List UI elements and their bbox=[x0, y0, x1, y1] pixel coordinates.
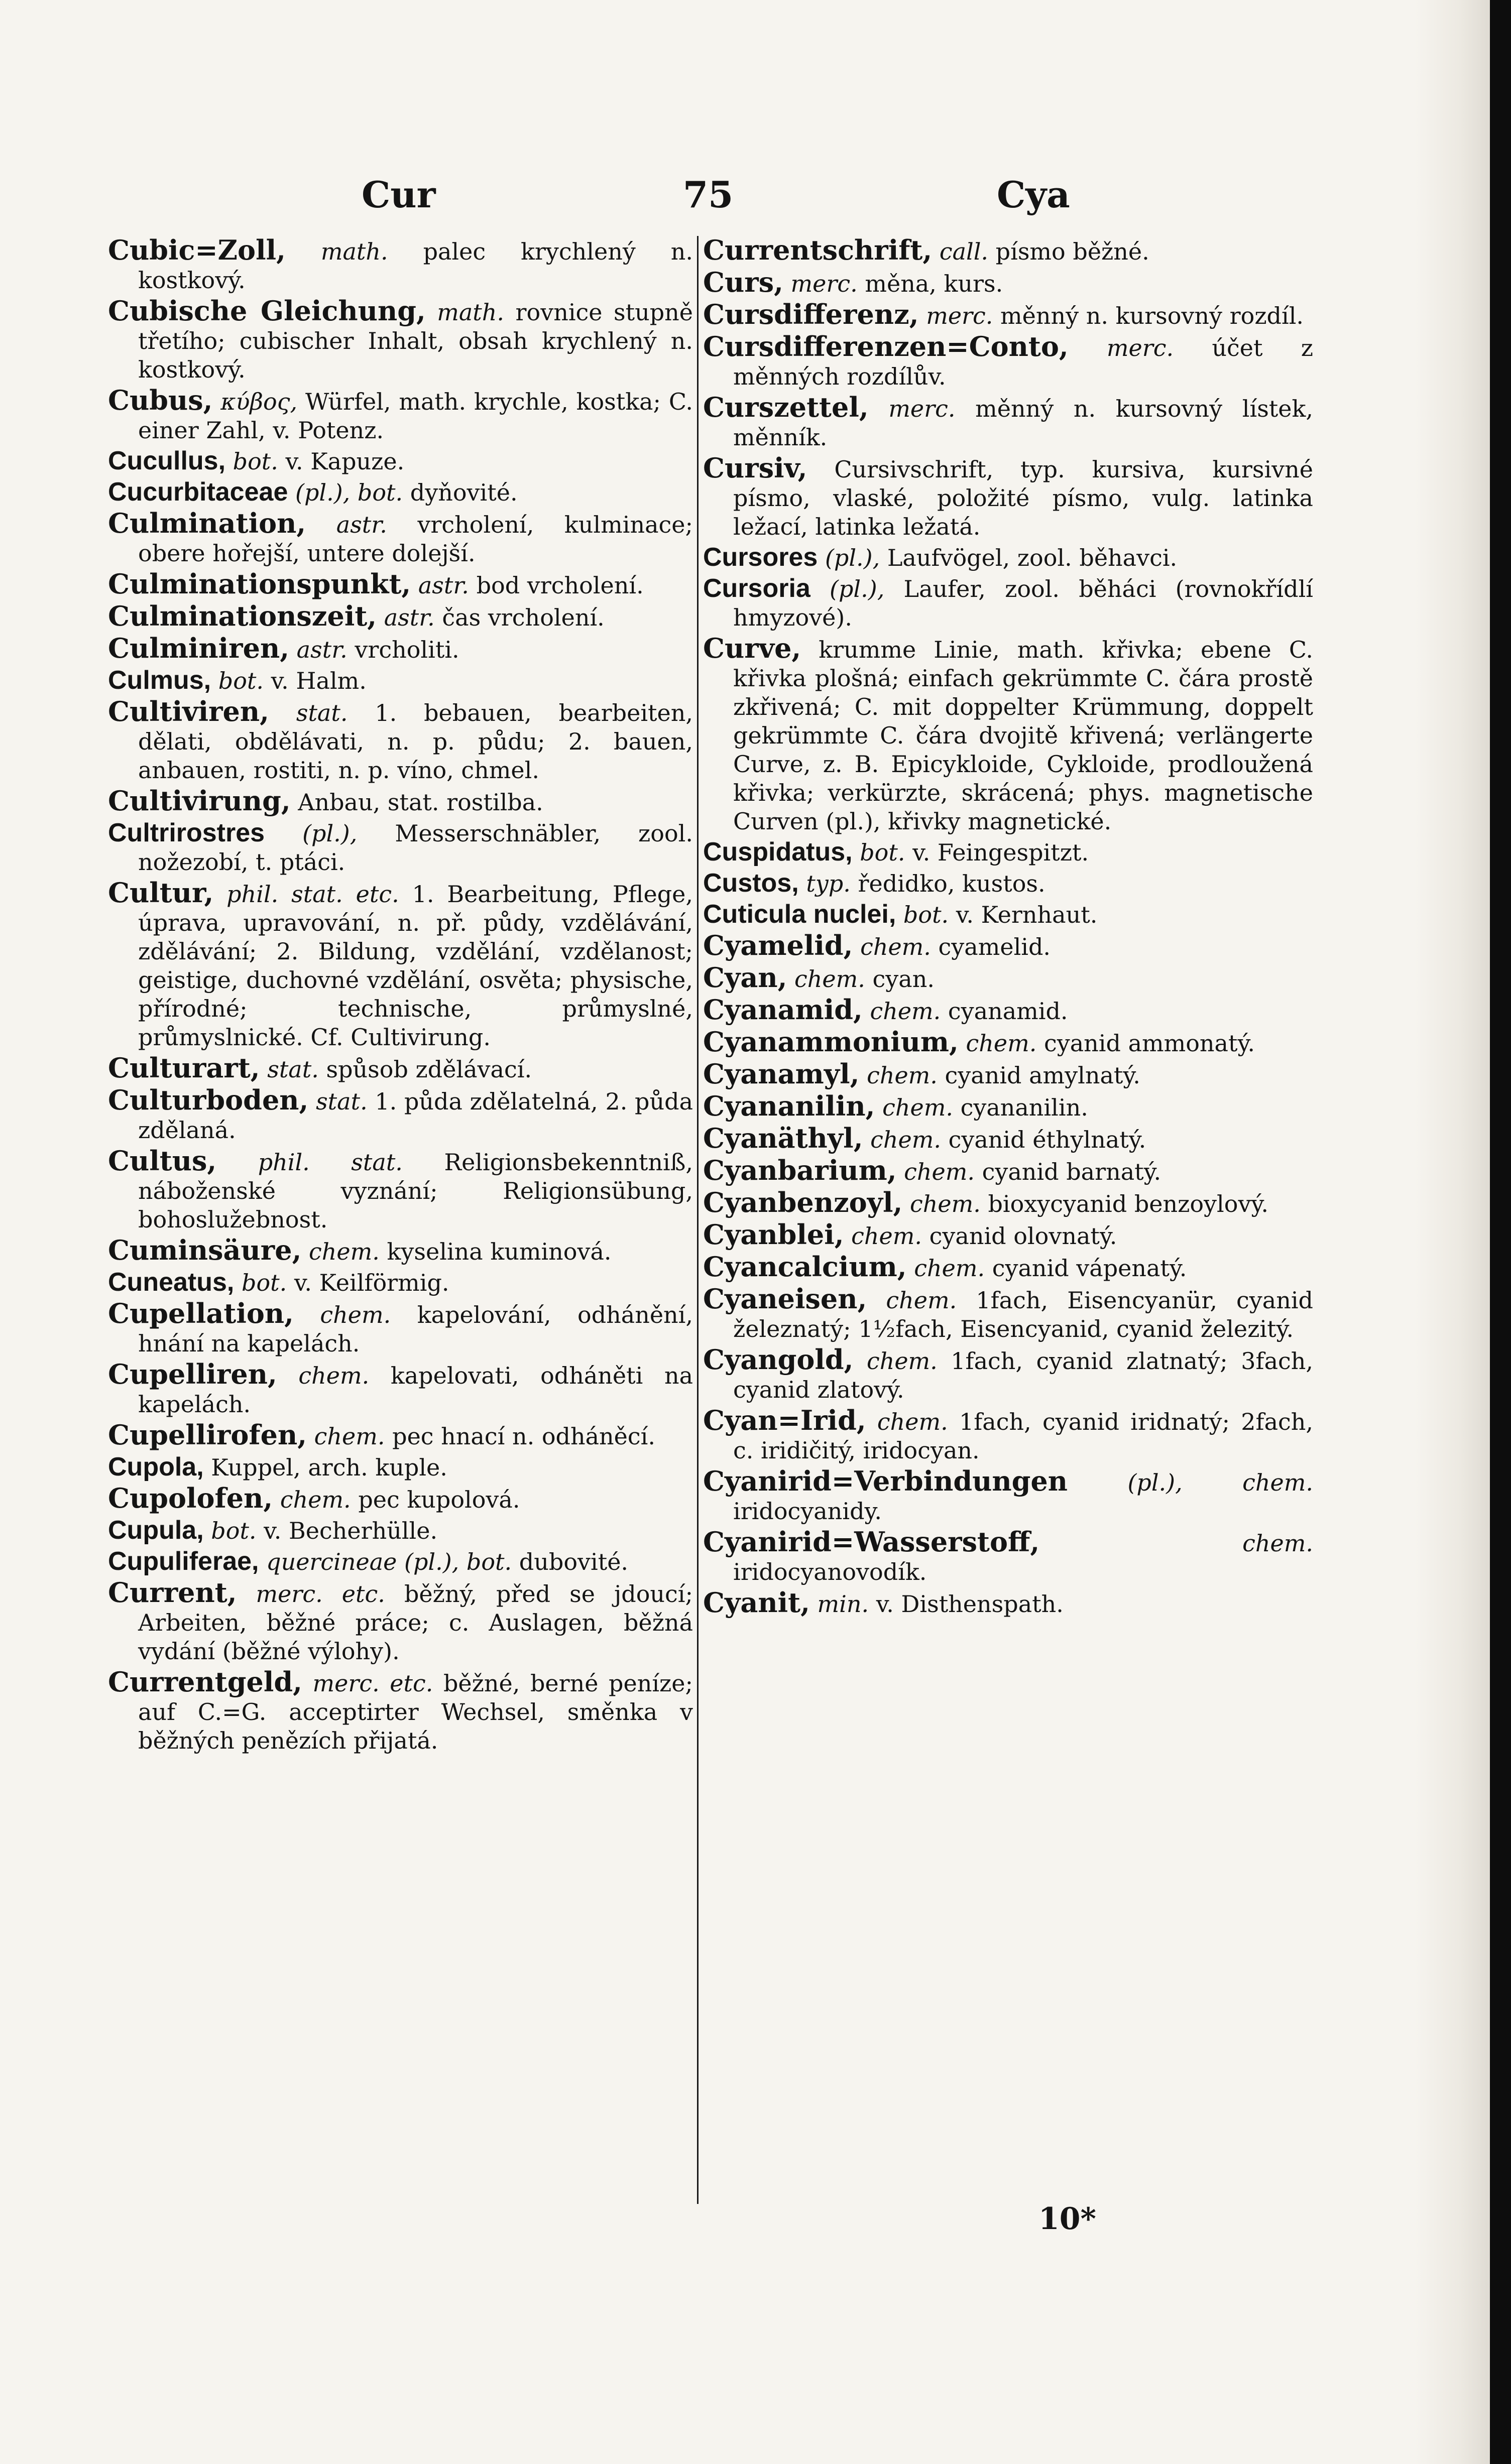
entry-definition: běžné, berné peníze; auf C.=G. acceptirter Wechsel, směnka v běžných penězích přijatá. bbox=[138, 1670, 693, 1754]
entry-definition: spůsob zdělávací. bbox=[326, 1056, 532, 1083]
entry-headword: Cuspidatus, bbox=[703, 837, 853, 867]
entry-definition: měnný n. kursovný rozdíl. bbox=[1000, 302, 1304, 329]
entry-label: chem. bbox=[1242, 1530, 1313, 1557]
dictionary-entry bbox=[703, 838, 1313, 867]
left-column bbox=[108, 236, 693, 2415]
dictionary-entry bbox=[108, 1516, 693, 1545]
dictionary-entry bbox=[703, 574, 1313, 632]
dictionary-entry bbox=[703, 869, 1313, 898]
entry-definition: dubovité. bbox=[519, 1548, 629, 1575]
entry-label: chem. bbox=[877, 1408, 948, 1435]
entry-definition: v. Halm. bbox=[271, 667, 367, 694]
entry-headword: Cubic=Zoll, bbox=[108, 234, 286, 266]
entry-headword: Cyangold, bbox=[703, 1343, 854, 1376]
entry-label: (pl.), bbox=[830, 575, 885, 602]
entry-headword: Currentgeld, bbox=[108, 1666, 302, 1698]
entry-label: quercineae (pl.), bot. bbox=[266, 1548, 512, 1575]
entry-definition: palec krychlený n. kostkový. bbox=[138, 238, 693, 294]
entry-headword: Culmus, bbox=[108, 666, 211, 695]
entry-definition: vrcholiti. bbox=[355, 636, 459, 663]
entry-label: astr. bbox=[336, 511, 387, 538]
dictionary-entry bbox=[703, 963, 1313, 994]
entry-headword: Cyan=Irid, bbox=[703, 1404, 866, 1436]
entry-headword: Culturboden, bbox=[108, 1084, 309, 1116]
entry-definition: 1fach, Eisencyanür, cyanid železnatý; 1½fach, Eisencyanid, cyanid železitý. bbox=[733, 1287, 1313, 1342]
dictionary-entry bbox=[108, 697, 693, 785]
dictionary-entry bbox=[703, 996, 1313, 1026]
dictionary-entry bbox=[703, 1124, 1313, 1154]
entry-label: chem. bbox=[851, 1222, 922, 1250]
column-divider bbox=[697, 236, 699, 2204]
entry-headword: Culminiren, bbox=[108, 632, 290, 664]
entry-headword: Current, bbox=[108, 1576, 237, 1609]
dictionary-entry bbox=[108, 1453, 693, 1482]
dictionary-entry bbox=[108, 1236, 693, 1266]
entry-headword: Cuminsäure, bbox=[108, 1234, 302, 1266]
entry-label: chem. bbox=[914, 1255, 985, 1282]
entry-definition: Religionsbekenntniß, náboženské vyznání; Religionsübung, bohoslužebnost. bbox=[138, 1149, 693, 1233]
entry-definition: 1fach, cyanid iridnatý; 2fach, c. iridičitý, iridocyan. bbox=[733, 1408, 1314, 1464]
entry-definition: bod vrcholení. bbox=[476, 572, 644, 599]
entry-definition: cyan. bbox=[872, 965, 935, 993]
entry-headword: Cursdifferenz, bbox=[703, 298, 919, 330]
entry-definition: 1fach, cyanid zlatnatý; 3fach, cyanid zlatový. bbox=[733, 1347, 1313, 1403]
entry-definition: cyanid ammonatý. bbox=[1043, 1030, 1255, 1057]
entry-label: math. bbox=[320, 238, 388, 265]
entry-headword: Cupelliren, bbox=[108, 1358, 277, 1390]
entry-label: chem. bbox=[298, 1362, 370, 1389]
entry-label: astr. bbox=[296, 636, 347, 663]
entry-definition: účet z měnných rozdílův. bbox=[733, 334, 1313, 390]
entry-headword: Culminationspunkt, bbox=[108, 568, 411, 600]
dictionary-entry bbox=[108, 1054, 693, 1084]
entry-label: typ. bbox=[806, 870, 851, 897]
entry-label: chem. bbox=[860, 933, 931, 960]
entry-label: bot. bbox=[860, 839, 905, 866]
entry-definition: iridocyanidy. bbox=[733, 1498, 882, 1525]
entry-label: κύβος, bbox=[220, 388, 298, 415]
entry-definition: pec hnací n. odháněcí. bbox=[392, 1423, 655, 1450]
entry-definition: Kuppel, arch. kuple. bbox=[211, 1454, 447, 1481]
entry-headword: Cyanblei, bbox=[703, 1218, 844, 1251]
dictionary-entry bbox=[108, 478, 693, 507]
dictionary-entry bbox=[703, 900, 1313, 929]
entry-definition: 1. Bearbeitung, Pflege, úprava, upravování, n. př. půdy, vzdělávání, zdělávání; 2. Bildung, vzdělání, vzdělanost; geistige, duchovné vzdělání, osvěta; physische, přírodné; technische, průmyslné, průmyslnické. Cf. Cultivirung. bbox=[138, 881, 693, 1051]
running-head-left: Cur bbox=[362, 173, 436, 216]
running-head-right: Cya bbox=[997, 173, 1070, 216]
entry-definition: bioxycyanid benzoylový. bbox=[988, 1190, 1268, 1217]
entry-label: bot. bbox=[242, 1269, 287, 1296]
scan-dark-edge bbox=[1490, 0, 1511, 2464]
entry-definition: v. Kernhaut. bbox=[956, 901, 1098, 928]
entry-label: (pl.), chem. bbox=[1127, 1469, 1313, 1496]
entry-label: chem. bbox=[882, 1094, 953, 1121]
entry-headword: Cubus, bbox=[108, 384, 213, 416]
entry-definition: Messerschnäbler, zool. nožezobí, t. ptáci. bbox=[138, 820, 693, 876]
dictionary-entry bbox=[703, 543, 1313, 572]
dictionary-entry bbox=[703, 1092, 1313, 1122]
entry-label: merc. bbox=[1106, 334, 1174, 361]
entry-definition: cyanid éthylnatý. bbox=[948, 1126, 1146, 1153]
entry-label: chem. bbox=[866, 1347, 938, 1375]
dictionary-entry bbox=[108, 1086, 693, 1145]
dictionary-entry bbox=[108, 819, 693, 877]
entry-definition: Anbau, stat. rostilba. bbox=[298, 789, 543, 816]
entry-definition: v. Becherhülle. bbox=[264, 1517, 438, 1544]
entry-label: chem. bbox=[904, 1158, 975, 1185]
entry-definition: krumme Linie, math. křivka; ebene C. křivka plošná; einfach gekrümmte C. čára prostě zkřivená; C. mit doppelter Krümmung, doppelt gekrümmte C. čára dvojitě křivená; verlängerte Curve, z. B. Epicykloide, Cykloide, prodloužená křivka; verkürzte, skrácená; phys. magnetische Curven (pl.), křivky magnetické. bbox=[733, 636, 1314, 835]
dictionary-entry bbox=[703, 236, 1313, 266]
entry-label: chem. bbox=[309, 1238, 380, 1265]
entry-definition: dyňovité. bbox=[410, 479, 518, 506]
entry-headword: Curve, bbox=[703, 632, 801, 664]
entry-headword: Curszettel, bbox=[703, 391, 869, 423]
dictionary-entry bbox=[703, 1406, 1313, 1465]
entry-definition: měnný n. kursovný lístek, měnník. bbox=[733, 395, 1314, 451]
entry-headword: Cyanbenzoyl, bbox=[703, 1186, 903, 1218]
dictionary-entry bbox=[108, 297, 693, 384]
entry-label: stat. bbox=[316, 1088, 368, 1115]
dictionary-entry bbox=[108, 787, 693, 817]
entry-label: (pl.), bot. bbox=[295, 479, 403, 506]
dictionary-entry bbox=[703, 1028, 1313, 1058]
dictionary-entry bbox=[703, 1156, 1313, 1186]
dictionary-entry bbox=[703, 1220, 1313, 1251]
entry-label: merc. etc. bbox=[256, 1580, 385, 1608]
dictionary-entry bbox=[703, 1285, 1313, 1343]
entry-headword: Cupola, bbox=[108, 1452, 204, 1482]
entry-headword: Cyanamyl, bbox=[703, 1058, 860, 1090]
dictionary-entry bbox=[703, 393, 1313, 452]
entry-definition: kapelovati, odháněti na kapelách. bbox=[138, 1362, 693, 1418]
entry-headword: Cyanirid=Verbindungen bbox=[703, 1465, 1068, 1497]
dictionary-entry bbox=[703, 268, 1313, 298]
entry-label: astr. bbox=[384, 604, 435, 631]
entry-headword: Culturart, bbox=[108, 1052, 260, 1084]
dictionary-entry bbox=[108, 236, 693, 295]
entry-definition: cyanid olovnatý. bbox=[929, 1222, 1117, 1250]
entry-definition: ředidko, kustos. bbox=[858, 870, 1045, 897]
entry-headword: Cyanit, bbox=[703, 1586, 810, 1619]
entry-headword: Cultrirostres bbox=[108, 818, 265, 847]
entry-definition: v. Keilförmig. bbox=[294, 1269, 449, 1296]
entry-headword: Cupellirofen, bbox=[108, 1419, 307, 1451]
entry-label: astr. bbox=[418, 572, 469, 599]
entry-headword: Cyancalcium, bbox=[703, 1251, 907, 1283]
entry-headword: Cupuliferae, bbox=[108, 1547, 259, 1576]
dictionary-entry bbox=[703, 634, 1313, 836]
entry-label: chem. bbox=[886, 1287, 957, 1314]
entry-label: chem. bbox=[280, 1486, 351, 1513]
entry-label: call. bbox=[939, 238, 989, 265]
dictionary-entry bbox=[703, 1345, 1313, 1404]
dictionary-entry bbox=[108, 1668, 693, 1755]
right-column bbox=[703, 236, 1313, 2415]
entry-definition: v. Kapuze. bbox=[285, 448, 405, 475]
entry-label: min. bbox=[817, 1590, 869, 1618]
entry-label: bot. bbox=[233, 448, 278, 475]
entry-headword: Cyanbarium, bbox=[703, 1154, 897, 1186]
entry-definition: běžný, před se jdoucí; Arbeiten, běžné práce; c. Auslagen, běžná vydání (běžné výlohy). bbox=[138, 1580, 693, 1665]
entry-definition: cyanid amylnatý. bbox=[945, 1062, 1140, 1089]
entry-headword: Currentschrift, bbox=[703, 234, 933, 266]
dictionary-entry bbox=[108, 634, 693, 664]
entry-definition: cyanamid. bbox=[948, 998, 1068, 1025]
entry-definition: cyanid vápenatý. bbox=[992, 1255, 1187, 1282]
dictionary-entry bbox=[703, 332, 1313, 391]
entry-definition: kapelování, odhánění, hnání na kapelách. bbox=[138, 1301, 693, 1357]
entry-headword: Cuticula nuclei, bbox=[703, 900, 896, 929]
dictionary-entry bbox=[108, 386, 693, 445]
entry-headword: Cyanirid=Wasserstoff, bbox=[703, 1526, 1040, 1558]
entry-definition: Würfel, math. krychle, kostka; C. einer Zahl, v. Potenz. bbox=[138, 388, 693, 444]
dictionary-entry bbox=[108, 879, 693, 1052]
entry-label: merc. bbox=[888, 395, 956, 422]
dictionary-entry bbox=[703, 1467, 1313, 1526]
entry-definition: měna, kurs. bbox=[865, 270, 1003, 297]
entry-definition: pec kupolová. bbox=[358, 1486, 520, 1513]
entry-headword: Cuneatus, bbox=[108, 1268, 235, 1297]
entry-label: chem. bbox=[794, 965, 865, 993]
entry-label: merc. bbox=[926, 302, 993, 329]
entry-headword: Cursdifferenzen=Conto, bbox=[703, 330, 1069, 362]
entry-headword: Cyaneisen, bbox=[703, 1283, 867, 1315]
entry-headword: Cyan, bbox=[703, 961, 787, 994]
dictionary-entry bbox=[108, 666, 693, 695]
dictionary-entry bbox=[703, 1188, 1313, 1218]
entry-label: stat. bbox=[296, 699, 348, 726]
running-head bbox=[0, 173, 1511, 233]
entry-label: chem. bbox=[966, 1030, 1037, 1057]
dictionary-entry bbox=[703, 1060, 1313, 1090]
entry-label: chem. bbox=[870, 1126, 941, 1153]
entry-label: merc. bbox=[790, 270, 858, 297]
entry-headword: Culminationszeit, bbox=[108, 600, 377, 632]
entry-definition: cyamelid. bbox=[938, 933, 1051, 960]
entry-definition: Laufvögel, zool. běhavci. bbox=[887, 544, 1178, 571]
dictionary-entry bbox=[108, 1484, 693, 1514]
entry-headword: Culmination, bbox=[108, 507, 306, 539]
entry-definition: rovnice stupně třetího; cubischer Inhalt, obsah krychlený n. kostkový. bbox=[138, 299, 693, 383]
entry-label: stat. bbox=[267, 1056, 319, 1083]
dictionary-entry bbox=[108, 1360, 693, 1419]
entry-headword: Cultiviren, bbox=[108, 695, 269, 727]
entry-headword: Cyananilin, bbox=[703, 1090, 875, 1122]
dictionary-entry bbox=[703, 1528, 1313, 1586]
dictionary-entry bbox=[703, 300, 1313, 330]
entry-headword: Cursores bbox=[703, 543, 818, 572]
entry-label: (pl.), bbox=[825, 544, 880, 571]
entry-headword: Custos, bbox=[703, 869, 799, 898]
page-shadow-strip bbox=[1415, 0, 1490, 2464]
entry-label: merc. etc. bbox=[312, 1670, 433, 1697]
entry-headword: Cultivirung, bbox=[108, 785, 291, 817]
entry-definition: písmo běžné. bbox=[995, 238, 1149, 265]
dictionary-entry bbox=[703, 454, 1313, 541]
entry-headword: Cucullus, bbox=[108, 446, 226, 475]
entry-definition: v. Feingespitzt. bbox=[912, 839, 1089, 866]
entry-definition: čas vrcholení. bbox=[442, 604, 605, 631]
dictionary-entry bbox=[108, 602, 693, 632]
dictionary-entry bbox=[108, 1268, 693, 1297]
entry-headword: Cupolofen, bbox=[108, 1482, 273, 1514]
dictionary-entry bbox=[108, 509, 693, 568]
entry-label: bot. bbox=[211, 1517, 257, 1544]
entry-label: phil. stat. etc. bbox=[226, 881, 399, 908]
entry-label: chem. bbox=[320, 1301, 391, 1328]
entry-definition: 1. půda zdělatelná, 2. půda zdělaná. bbox=[138, 1088, 693, 1144]
entry-definition: v. Disthenspath. bbox=[876, 1590, 1064, 1618]
dictionary-entry bbox=[108, 1578, 693, 1666]
dictionary-entry bbox=[108, 1421, 693, 1451]
entry-definition: cyanid barnatý. bbox=[982, 1158, 1161, 1185]
dictionary-entry bbox=[108, 1299, 693, 1358]
entry-definition: 1. bebauen, bearbeiten, dělati, obdělávati, n. p. půdu; 2. bauen, anbauen, rostiti, n. p. víno, chmel. bbox=[138, 699, 693, 784]
signature-mark: 10* bbox=[1038, 2201, 1096, 2237]
entry-definition: Laufer, zool. běháci (rovnokřídlí hmyzové). bbox=[733, 575, 1313, 631]
entry-definition: Cursivschrift, typ. kursiva, kursivné písmo, vlaské, položité písmo, vulg. latinka ležací, latinka ležatá. bbox=[733, 456, 1314, 540]
entry-label: chem. bbox=[909, 1190, 981, 1217]
entry-label: math. bbox=[437, 299, 505, 326]
entry-definition: cyananilin. bbox=[960, 1094, 1088, 1121]
entry-headword: Cupellation, bbox=[108, 1297, 294, 1329]
entry-headword: Cyanäthyl, bbox=[703, 1122, 863, 1154]
entry-headword: Cursiv, bbox=[703, 452, 807, 484]
dictionary-entry bbox=[108, 447, 693, 476]
entry-label: chem. bbox=[870, 998, 941, 1025]
entry-label: bot. bbox=[903, 901, 949, 928]
dictionary-entry bbox=[703, 1253, 1313, 1283]
dictionary-entry bbox=[108, 1147, 693, 1234]
entry-label: phil. stat. bbox=[258, 1149, 403, 1176]
entry-label: chem. bbox=[314, 1423, 385, 1450]
entry-headword: Cultus, bbox=[108, 1145, 217, 1177]
entry-label: chem. bbox=[867, 1062, 938, 1089]
entry-headword: Cyamelid, bbox=[703, 929, 853, 961]
entry-definition: vrcholení, kulminace; obere hořejší, untere dolejší. bbox=[138, 511, 693, 567]
entry-headword: Cucurbitaceae bbox=[108, 477, 288, 507]
entry-label: (pl.), bbox=[302, 820, 358, 847]
dictionary-entry bbox=[703, 931, 1313, 961]
dictionary-entry bbox=[108, 570, 693, 600]
entry-headword: Cyanamid, bbox=[703, 994, 863, 1026]
entry-headword: Cyanammonium, bbox=[703, 1026, 959, 1058]
entry-label: bot. bbox=[218, 667, 264, 694]
entry-definition: kyselina kuminová. bbox=[387, 1238, 612, 1265]
entry-definition: iridocyanovodík. bbox=[733, 1558, 927, 1585]
dictionary-entry bbox=[703, 1588, 1313, 1619]
entry-headword: Curs, bbox=[703, 266, 783, 298]
dictionary-entry bbox=[108, 1547, 693, 1576]
entry-headword: Cubische Gleichung, bbox=[108, 295, 426, 327]
entry-headword: Cursoria bbox=[703, 574, 810, 603]
page-number: 75 bbox=[683, 173, 734, 216]
entry-headword: Cupula, bbox=[108, 1516, 204, 1545]
entry-headword: Cultur, bbox=[108, 877, 214, 909]
